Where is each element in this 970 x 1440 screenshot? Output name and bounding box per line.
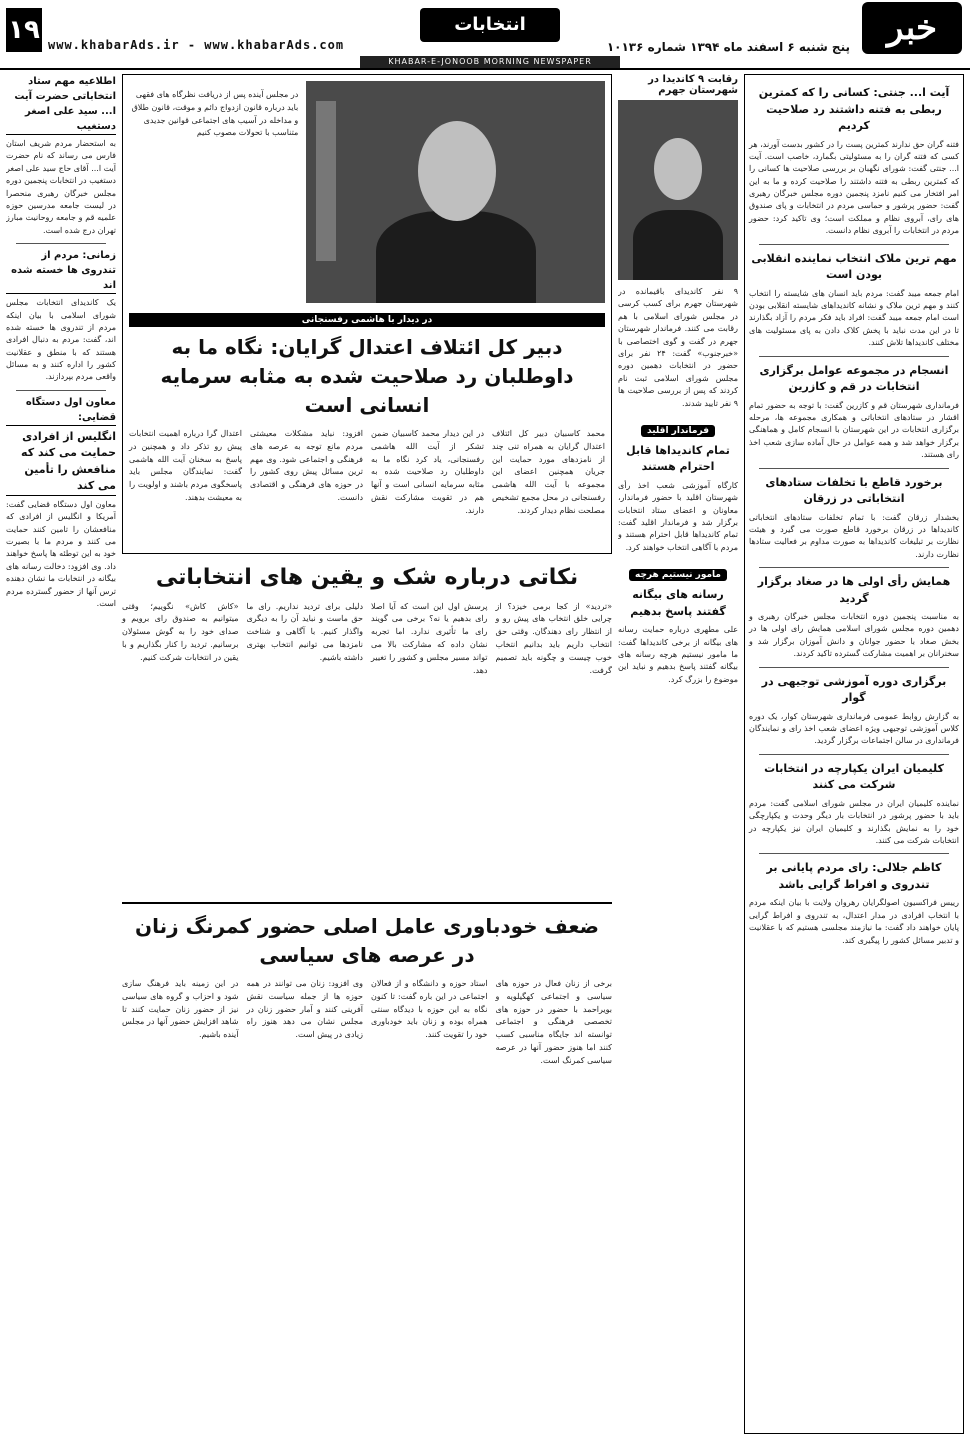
newspaper-logo: خبر: [862, 2, 962, 54]
left-news-column: [6, 74, 116, 1434]
right-news-column: [744, 74, 964, 1434]
divider: [16, 390, 106, 391]
news-item: [749, 251, 959, 350]
motahari-body: علی مطهری درباره حمایت رسانه های بیگانه از برخی کاندیداها گفت: ما مامور نیستیم هرچه رسانه های بیگانه گفتند پاسخ بدهیم و نباید این موضوع را بزرگ کرد.: [618, 625, 738, 684]
article-paragraph: استاد حوزه و دانشگاه و از فعالان اجتماعی در این باره گفت: تا کنون نگاه به این حوزه با دیدگاه سنتی همراه بوده و زنان باید خودباوری خود را تقویت کنند.: [371, 979, 488, 1040]
jahrom-body: ۹ نفر کاندیدای باقیمانده در شهرستان جهرم برای کسب کرسی در مجلس شورای اسلامی با هم رقابت می کنند. فرماندار شهرستان جهرم در گفت و گوی اختصاصی با «خبرجنوب» گفت: ۲۴ نفر برای حضور در انتخابات دهمین دوره مجلس شورای اسلامی ثبت نام کردند که پس از بررسی صلاحیت ها ۹ نفر تایید شدند.: [618, 287, 738, 408]
eghlid-title: تمام کاندیداها قابل احترام هستند: [626, 443, 730, 474]
news-body: به مناسبت پنجمین دوره انتخابات مجلس خبرگان رهبری و دهمین دوره مجلس شورای اسلامی همایش رای اولی ها در بخش صغاد با حضور جوانان و دانش آموزان برگزار شد و سخنرانان بر اهمیت مشارکت گسترده تاکید کردند.: [749, 612, 959, 659]
news-item: [749, 85, 959, 238]
photo-quote: در مجلس آینده پس از دریافت نظرگاه های فقهی باید درباره قانون ازدواج دائم و موقت، قانون طلاق و مداخله در آسیب های اجتماعی قوانین جدیدی متناسب با تحولات مصوب کنیم: [131, 90, 299, 138]
meeting-photo: [306, 81, 605, 303]
article-women: [122, 978, 612, 1068]
eghlid-tag: فرماندار اقلید: [641, 425, 715, 437]
article-paragraph: دلیلی برای تردید نداریم. رای ما حق ماست و نباید آن را به دیگری واگذار کنیم. با آگاهی و شناخت نامزدها می توانیم انتخاب بهتری داشته باشیم.: [246, 601, 363, 662]
news-kicker: معاون اول دستگاه قضایی:: [6, 395, 116, 426]
motahari-title: رسانه های بیگانه گفتند پاسخ بدهیم: [630, 588, 726, 618]
divider: [759, 244, 949, 245]
motahari-tag: مامور نیستیم هرچه: [629, 569, 727, 581]
divider: [759, 567, 949, 568]
news-body: یک کاندیدای انتخابات مجلس شورای اسلامی با بیان اینکه مردم از تندروی ها خسته شده اند، گفت: مردم به دنبال افرادی هستند که با منطق و عقلانیت کشور را اداره کنند و به مسائل واقعی مردم بپردازند.: [6, 298, 116, 382]
candidate-photo: [618, 100, 738, 280]
date-line: پنج شنبه ۶ اسفند ماه ۱۳۹۴ شماره ۱۰۱۳۶: [606, 40, 850, 54]
masthead: [0, 0, 970, 70]
news-title: برخورد قاطع با تخلفات ستادهای انتخاباتی در زرقان: [765, 475, 943, 506]
divider: [16, 243, 106, 244]
news-title: زمانی: مردم از تندروی ها خسته شده اند: [6, 248, 116, 294]
divider: [759, 667, 949, 668]
news-title: مهم ترین ملاک انتخاب نماینده انقلابی بودن است: [751, 251, 957, 282]
article-paragraph: اعتدال گرا درباره اهمیت انتخابات پیش رو تذکر داد و همچنین در پاسخ به سخنان آیت الله هاشمی گفت: نمایندگان مجلس باید پاسخگوی مردم باشند و اولویت را به معیشت بدهند.: [129, 429, 242, 502]
news-title: انسجام در مجموعه عوامل برگزاری انتخابات در قم و کازرین: [759, 363, 949, 394]
jahrom-column: [618, 74, 738, 1434]
news-item: [749, 574, 959, 661]
article-paragraph: وی افزود: زنان می توانند در همه حوزه ها از جمله سیاست نقش آفرینی کنند و آمار حضور زنان در مجلس نشان می دهد هنوز راه زیادی در پیش است.: [246, 979, 363, 1040]
news-item: [749, 761, 959, 848]
article-paragraph: افزود: نباید مشکلات معیشتی مردم مانع توجه به عرصه های فرهنگی و اجتماعی شود. وی مهم ترین مسائل پیش روی کشور را در حوزه های فرهنگی و اقتصادی دانست.: [250, 429, 363, 502]
news-body: معاون اول دستگاه قضایی گفت: آمریکا و انگلیس از افرادی که منافعشان را تامین کنند حمایت می کنند و مردم ما با بصیرت خود به این توطئه ها پاسخ خواهند داد. وی افزود: دخالت رسانه های بیگانه در انتخابات ما نشان دهنده ترس آنها از حضور گسترده مردم است.: [6, 499, 116, 608]
news-body: فتنه گران حق ندارند کمترین پست را در کشور بدست آورند، هر کسی که فتنه گران را به مسئولیتی بگمارد، خاصب است. آیت ا... جنتی گفت: شورای نگهبان بر بررسی صلاحیت ها کسانی را که کمترین ربطی به فتنه داشتند را صلاحیت کرده و ما به این امر افتخار می کنیم نامزد پنجمین دوره مجلس خبرگان رهبری گفت: حضور پرشور و حماسی مردم در انتخابات و پای صندوق های رای، آبروی نظام و مملکت است؛ وی تاکید کرد: حضور مردم در انتخابات را آبروی نظام دانست.: [749, 139, 959, 236]
news-title: اطلاعیه مهم ستاد انتخاباتی حضرت آیت ا... سید علی اصغر دستغیب: [6, 74, 116, 135]
article-paragraph: برخی از زنان فعال در حوزه های سیاسی و اجتماعی کهگیلویه و بویراحمد با حضور در حوزه های تخصصی فرهنگی و اجتماعی توانسته اند جایگاه مناسبی کسب کنند اما هنوز حضور آنها در عرصه سیاسی کمرنگ است.: [495, 979, 612, 1065]
eghlid-body: کارگاه آموزشی شعب اخذ رأی شهرستان اقلید با حضور فرماندار، معاونان و اعضای ستاد انتخابات برگزار شد و فرماندار اقلید گفت: تمام کاندیداها قابل احترام هستند و مردم با آگاهی انتخاب خواهند کرد.: [618, 480, 738, 552]
article-paragraph: پرسش اول این است که آیا اصلا رای بدهیم یا نه؟ برخی می گویند رای ما تأثیری ندارد. اما تجربه نشان داده که مشارکت بالا می تواند مسیر مجلس و کشور را تغییر دهد.: [371, 601, 488, 675]
news-item: [6, 74, 116, 237]
article-kasebian: [129, 428, 605, 518]
news-item: [6, 248, 116, 384]
site-url[interactable]: www.khabarAds.ir - www.khabarAds.com: [48, 38, 345, 52]
strapline: KHABAR-E-JONOOB MORNING NEWSPAPER: [360, 56, 620, 68]
news-title: برگزاری دوره آموزشی توجیهی در گوار: [761, 674, 947, 705]
story-kasebian: [122, 74, 612, 554]
headline-women: ضعف خودباوری عامل اصلی حضور کمرنگ زنان در عرصه های سیاسی: [135, 914, 599, 967]
news-body: به استحضار مردم شریف استان فارس می رساند که نام حضرت آیت ا... آقای حاج سید علی اصغر دستغیب در انتخابات پنجمین دوره مجلس خبرگان رهبری منحصرا در لیست جامعه مدرسین حوزه علمیه قم و جامعه روحانیت مبارز تهران درج شده است.: [6, 139, 116, 235]
story-women: [122, 902, 612, 1432]
news-title: انگلیس از افرادی حمایت می کند که منافعش را تأمین می کند: [6, 429, 116, 496]
news-body: فرمانداری شهرستان قم و کازرین گفت: با توجه به حضور تمام اقشار در ستادهای انتخاباتی و همکاری مجموعه ها، مرحله برگزاری انتخابات در این شهرستان با انسجام کامل و هماهنگی برگزار خواهد شد و همه عوامل در حال آماده سازی شعب اخذ رای هستند.: [749, 400, 959, 460]
article-paragraph: محمد کاسبیان دبیر کل ائتلاف اعتدال گرایان به همراه تنی چند از نامزدهای مورد حمایت این جریان همچنین اعضای این مجموعه با آیت الله هاشمی رفسنجانی در محل مجمع تشخیص مصلحت نظام دیدار کردند.: [492, 429, 605, 515]
jahrom-kicker: رقابت ۹ کاندیدا در شهرستان جهرم: [648, 74, 738, 96]
news-body: به گزارش روابط عمومی فرمانداری شهرستان کوار، یک دوره کلاس آموزشی توجیهی ویژه اعضای شعب اخذ رای و نمایندگان فرمانداری در سالن اجتماعات برگزار گردید.: [749, 711, 959, 746]
news-body: رییس فراکسیون اصولگرایان رهروان ولایت با بیان اینکه مردم با انتخاب افرادی در مدار اعتدال، به تندروی و افراط گرایی پایان خواهند داد گفت: ما نیازمند مجلسی هستیم که با عقلانیت و تدبیر مسائل کشور را پیگیری کند.: [749, 898, 959, 945]
divider: [759, 468, 949, 469]
news-item: [6, 395, 116, 611]
news-item: [749, 860, 959, 947]
article-doubt: [122, 601, 612, 678]
headline-doubt: نکاتی درباره شک و یقین های انتخاباتی: [155, 565, 579, 590]
news-title: کاظم جلالی: رای مردم پایانی بر تندروی و افراط گرایی باشد: [766, 861, 942, 891]
news-body: نماینده کلیمیان ایران در مجلس شورای اسلامی گفت: مردم باید با حضور پرشور در انتخابات بار دیگر وحدت و یکپارچگی خود را به نمایش بگذارند و کلیمیان ایران نیز یکپارچه در انتخابات شرکت می کنند.: [749, 798, 959, 845]
news-item: [749, 363, 959, 462]
news-title: همایش رأی اولی ها در صغاد برگزار گردید: [757, 575, 951, 605]
article-paragraph: در این دیدار محمد کاسبیان ضمن تشکر از آیت الله هاشمی رفسنجانی، یاد کرد نگاه ما به داوطلبان رد صلاحیت شده به مثابه سرمایه انسانی است و آنها هم در تقویت مشارکت نقش دارند.: [371, 429, 484, 515]
article-paragraph: در این زمینه باید فرهنگ سازی شود و احزاب و گروه های سیاسی نیز از حضور زنان حمایت کنند تا شاهد افزایش حضور آنها در مجلس آینده باشیم.: [122, 979, 239, 1040]
main-area: [122, 74, 612, 1434]
photo-caption: در دیدار با هاشمی رفسنجانی: [129, 313, 605, 327]
article-paragraph: «تردید» از کجا برمی خیزد؟ از چرایی خلق انتخاب های پیش رو و از انتظار رای دهندگان. وقتی حق انتخاب داریم باید بدانیم انتخاب خوب چیست و چگونه باید تصمیم گرفت.: [495, 601, 612, 675]
divider: [759, 853, 949, 854]
news-body: امام جمعه میبد گفت: مردم باید انسان های شایسته را انتخاب کنند و مهم ترین ملاک و نشانه کاندیداهای شایسته انقلابی بودن است امام جمعه میبد گفت: افراد باید فکر مردم را آزاد بگذارند تا در این مدت نباید با پخش کلاک دادن به پای مسئولیت های مختلف کاندیداها تلاش کنند.: [749, 288, 959, 348]
divider: [759, 356, 949, 357]
article-paragraph: «کاش کاش» نگوییم؛ وقتی میتوانیم به صندوق رای برویم و صدای خود را به گوش مسئولان برسانیم. تردید را کنار بگذاریم و با یقین در انتخابات شرکت کنیم.: [122, 601, 239, 662]
divider: [759, 754, 949, 755]
news-body: بخشدار زرقان گفت: با تمام تخلفات ستادهای انتخاباتی کاندیداها در زرقان برخورد قاطع صورت می گیرد و هیئت نظارت بر تبلیغات کاندیداها به صورت مداوم بر فعالیت ستادها نظارت دارند.: [749, 512, 959, 559]
story-doubt: [122, 564, 612, 894]
news-item: [749, 674, 959, 748]
news-title: آیت ا... جنتی: کسانی را که کمترین ربطی به فتنه داشتند رد صلاحیت کردیم: [758, 86, 950, 132]
headline-kasebian: دبیر کل ائتلاف اعتدال گرایان: نگاه ما به داوطلبان رد صلاحیت شده به مثابه سرمایه انسانی است: [160, 335, 574, 417]
news-item: [749, 475, 959, 562]
news-title: کلیمیان ایران یکپارچه در انتخابات شرکت می کنند: [764, 761, 944, 792]
section-title: انتخابات: [420, 8, 560, 42]
page-number: ۱۹: [6, 8, 42, 52]
